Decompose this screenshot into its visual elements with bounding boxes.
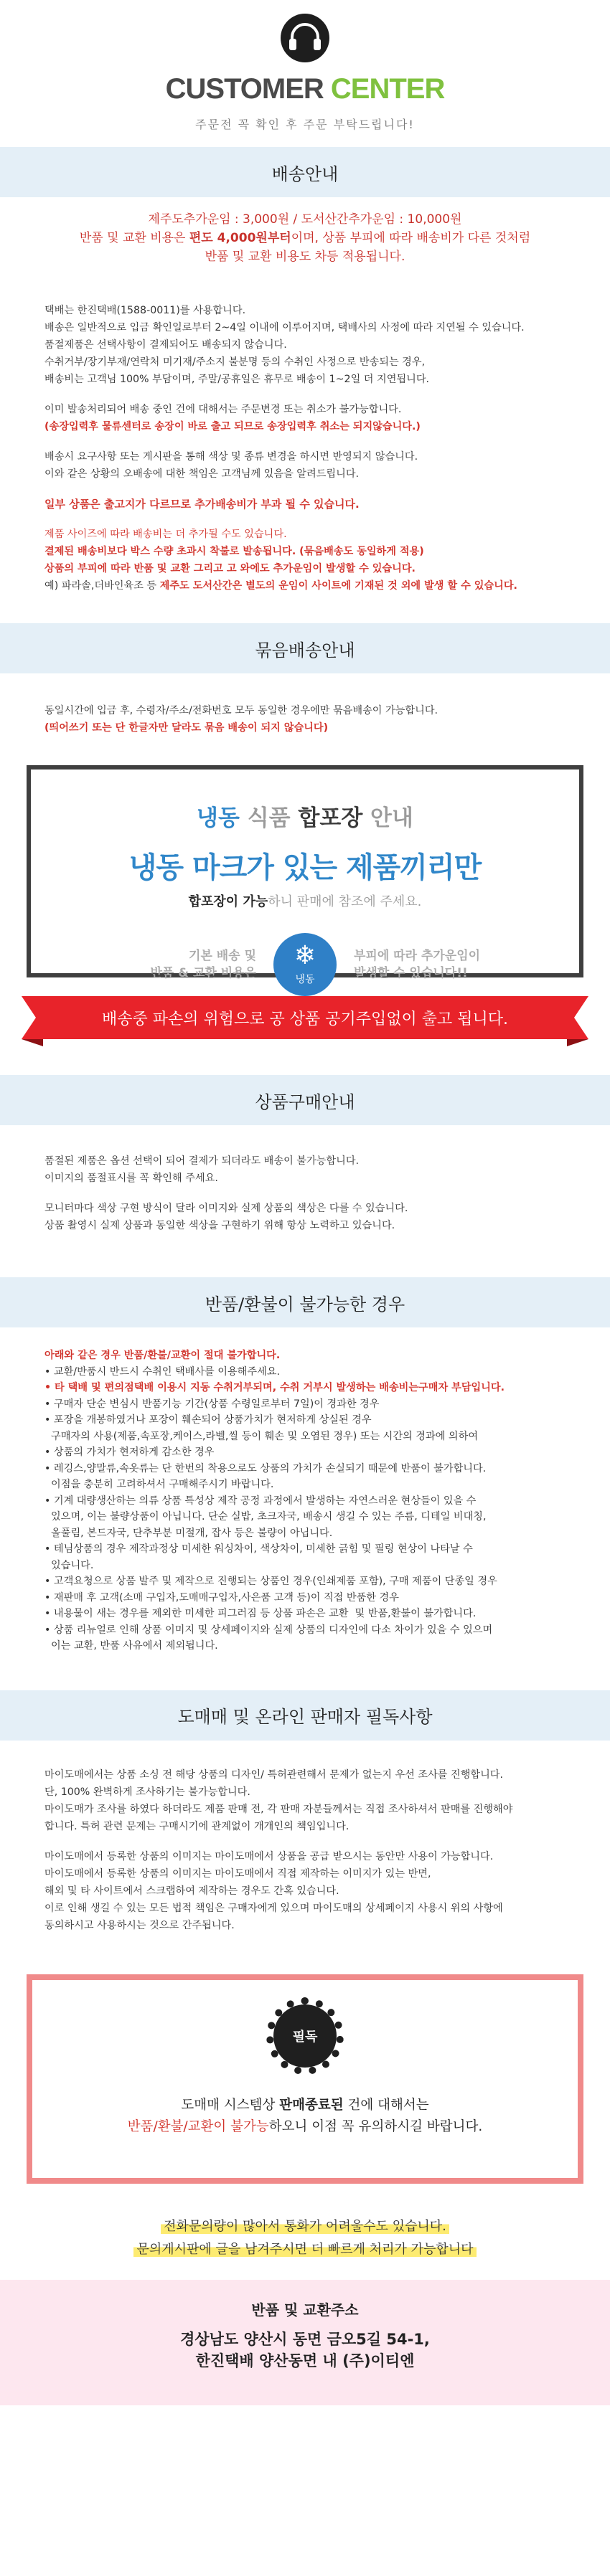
shipping-text: 이와 같은 상황의 오배송에 대한 책임은 고객님께 있음을 알려드립니다.: [44, 468, 360, 480]
example-prefix: 예) 파라솔,더바인육조 등: [44, 580, 160, 592]
snowflake-icon: ❄: [294, 941, 316, 970]
contact-line-1: [0, 2215, 610, 2238]
frozen-badge: [273, 933, 337, 996]
shipping-text-warning: 상품의 부피에 따라 반품 및 교환 그리고 고 와에도 추가운임이 발생할 수 있습니다.: [44, 563, 416, 574]
purchase-body: [0, 1152, 610, 1234]
frozen-left-text: [113, 947, 256, 982]
return-address: [0, 2280, 610, 2405]
must-read-part: 반품/환불/교환이 불가능: [127, 2118, 269, 2134]
notice-line-2a: 반품 및 교환 비용은: [79, 231, 189, 245]
shipping-text: 배송시 요구사항 또는 게시판을 통해 색상 및 종류 변경을 하시면 반영되지 않습니다.: [44, 451, 418, 463]
returns-item: 구매자의 사용(제품,속포장,케이스,라벨,씰 등이 훼손 및 오염된 경우) 또는 시간의 경과에 의하여: [44, 1430, 479, 1442]
shipping-text-example: [44, 577, 566, 595]
example-warning: 제주도 도서산간은 별도의 운임이 사이트에 기재된 것 외에 발생 할 수 있습니다.: [159, 580, 517, 592]
frozen-title-part: 안내: [362, 805, 413, 831]
returns-item: • 상품의 가치가 현저하게 감소한 경우: [44, 1446, 215, 1458]
returns-item: • 재판매 후 고객(소매 구입자,도매매구입자,사은품 고객 등)이 직접 반품한 경우: [44, 1591, 399, 1604]
frozen-left-line: 기본 배송 및: [189, 949, 256, 963]
returns-item: • 레깅스,양말류,속옷류는 단 한번의 착용으로도 상품의 가치가 손실되기 때문에 반품이 불가합니다.: [44, 1462, 487, 1474]
returns-item: • 상품 리뉴얼로 인해 상품 이미지 및 상세페이지와 실제 상품의 디자인에 다소 차이가 있을 수 있으며: [44, 1624, 493, 1636]
wholesale-text: 마이도매가 조사를 하였다 하더라도 제품 판매 전, 각 판매 자분들께서는 직접 조사하셔서 판매를 진행해야: [44, 1803, 513, 1815]
wholesale-body: [0, 1766, 610, 1934]
brand-word-center: CENTER: [330, 73, 445, 105]
damage-warning-ribbon: [22, 996, 588, 1046]
returns-item: 올풀림, 본드자국, 단추부분 미절개, 잡사 등은 불량이 아닙니다.: [44, 1527, 333, 1539]
frozen-title-part: 식품: [239, 805, 299, 831]
bundle-text: 동일시간에 입금 후, 수령자/주소/전화번호 모두 동일한 경우에만 묶음배송이 가능합니다.: [44, 705, 438, 716]
returns-item: 이점을 충분히 고려하셔서 구매해주시기 바랍니다.: [44, 1479, 274, 1490]
return-address-title: 반품 및 교환주소: [251, 2301, 359, 2319]
shipping-body: [0, 302, 610, 595]
shipping-text-warning: 결제된 배송비보다 박스 수량 초과시 착불로 발송됩니다. (묶음배송도 동일하게 적용): [44, 546, 424, 557]
frozen-left-line: 반품 & 교환 비용은: [150, 966, 256, 980]
frozen-sub-bold: 합포장이 가능: [188, 894, 268, 909]
wholesale-text: 마이도매에서 등록한 상품의 이미지는 마이도매에서 직접 제작하는 이미지가 있는 반면,: [44, 1867, 431, 1880]
returns-item: • 타 택배 및 편의점택배 이용시 지동 수취거부되며, 수취 거부시 발생하는 배송비는구매자 부담입니다.: [44, 1382, 505, 1393]
frozen-title-part: 합포장: [298, 805, 363, 831]
wholesale-text: 이로 인해 생길 수 있는 모든 법적 책임은 구매자에게 있으며 마이도매의 상세페이지 사용시 위의 사항에: [44, 1902, 503, 1914]
must-read-part: 건에 대해서는: [343, 2097, 429, 2113]
return-address-line-2: 한진택배 양산동면 내 (주)이티엔: [195, 2352, 415, 2369]
must-read-box: [27, 1974, 583, 2184]
frozen-sub-rest: 하니 판매에 참조에 주세요.: [268, 894, 422, 909]
returns-item: • 구매자 단순 변심시 반품기능 기간(상품 수령일로부터 7일)이 경과한 경우: [44, 1398, 380, 1410]
contact-line-text: 전화문의량이 많아서 통화가 어려울수도 있습니다.: [161, 2219, 449, 2234]
notice-line-2b: 편도 4,000원부터: [189, 231, 291, 245]
must-read-line-2: [32, 2116, 578, 2138]
frozen-right-line: 발생할 수 있습니다!!: [354, 966, 468, 980]
must-read-part: 판매종료된: [279, 2097, 344, 2113]
notice-line-1: 제주도추가운임 : 3,000원 / 도서산간추가운임 : 10,000원: [148, 212, 462, 227]
wholesale-text: 단, 100% 완벽하게 조사하기는 불가능합니다.: [44, 1786, 250, 1798]
shipping-text: 수취거부/장기부재/연락처 미기재/주소지 불분명 등의 수취인 사정으로 반송되는 경우,: [44, 356, 426, 368]
returns-item: 있습니다.: [44, 1559, 94, 1571]
frozen-right-text: [354, 947, 497, 982]
shipping-text: 배송은 일반적으로 입금 확인일로부터 2~4일 이내에 이루어지며, 택배사의 사정에 따라 지연될 수 있습니다.: [44, 322, 525, 333]
frozen-packing-box: [27, 765, 583, 985]
returns-lead: 아래와 같은 경우 반품/환불/교환이 절대 불가합니다.: [44, 1350, 281, 1361]
contact-line-text: 문의게시판에 글을 남겨주시면 더 빠르게 처리가 가능합니다: [133, 2242, 476, 2257]
section-title-wholesale: 도매매 및 온라인 판매자 필독사항: [0, 1690, 610, 1741]
shipping-text: 품절제품은 선택사항이 결제되어도 배송되지 않습니다.: [44, 339, 287, 351]
frozen-box-sub: [31, 891, 579, 910]
wholesale-text: 마이도매에서는 상품 소싱 전 해당 상품의 디자인/ 특허관련해서 문제가 없는지 우선 조사를 진행합니다.: [44, 1768, 504, 1781]
frozen-title-part: 냉동: [197, 805, 240, 831]
purchase-text: 품절된 제품은 옵션 선택이 되어 결제가 되더라도 배송이 불가능합니다.: [44, 1155, 360, 1167]
returns-item: • 고객요청으로 상품 발주 및 제작으로 진행되는 상품인 경우(인쇄제품 포함), 구매 제품이 단종일 경우: [44, 1576, 497, 1587]
brand-title: [0, 73, 610, 105]
returns-list: [44, 1364, 566, 1654]
wholesale-text: 동의하시고 사용하시는 것으로 간주됩니다.: [44, 1919, 235, 1931]
section-title-shipping: 배송안내: [0, 147, 610, 197]
shipping-text-warning: 제품 사이즈에 따라 배송비는 더 추가될 수도 있습니다.: [44, 529, 287, 540]
header-subtitle: 주문전 꼭 확인 후 주문 부탁드립니다!: [195, 118, 415, 131]
returns-item: • 내용물이 새는 경우를 제외한 미세한 피그러짐 등 상품 파손은 교환 및 반품,환불이 불가합니다.: [44, 1608, 477, 1619]
notice-line-2: [0, 229, 610, 247]
shipping-text: 배송비는 고객님 100% 부담이며, 주말/공휴일은 휴무로 배송이 1~2일 더 지연됩니다.: [44, 374, 430, 385]
contact-notice: [0, 2215, 610, 2261]
must-read-line-1: [32, 2095, 578, 2116]
must-read-text: [32, 2095, 578, 2138]
section-title-purchase: 상품구매안내: [0, 1075, 610, 1125]
returns-item: • 테님상품의 경우 제작과정상 미세한 워싱차이, 색상차이, 미세한 긁힘 및 필링 현상이 나타날 수: [44, 1543, 473, 1555]
purchase-text: 상품 촬영시 실제 상품과 동일한 색상을 구현하기 위해 항상 노력하고 있습니다.: [44, 1220, 395, 1231]
returns-body: [0, 1348, 610, 1654]
must-read-stamp: 필독: [273, 2004, 337, 2068]
frozen-box-headline: 냉동 마크가 있는 제품끼리만: [128, 851, 482, 884]
frozen-fee-row: [31, 933, 579, 996]
shipping-text: 택배는 한진택배(1588-0011)를 사용합니다.: [44, 305, 246, 316]
must-read-part: 도매매 시스템상: [181, 2097, 280, 2113]
returns-item: • 기계 대량생산하는 의류 상품 특성상 제작 공정 과정에서 발생하는 자연스러운 현상들이 있을 수: [44, 1495, 477, 1507]
returns-item: • 포장을 개봉하였거나 포장이 훼손되어 상품가치가 현저하게 상실된 경우: [44, 1414, 372, 1426]
section-title-bundle: 묶음배송안내: [0, 623, 610, 673]
notice-line-2c: 이며, 상품 부피에 따라 배송비가 다른 것처럼: [291, 231, 531, 245]
frozen-right-line: 부피에 따라 추가운임이: [354, 949, 481, 963]
wholesale-text: 마이도매에서 등록한 상품의 이미지는 마이도매에서 상품을 공급 받으시는 동안만 사용이 가능합니다.: [44, 1850, 494, 1862]
returns-item: • 교환/반품시 반드시 수취인 택배사를 이용해주세요.: [44, 1365, 281, 1378]
wholesale-text: 해외 및 타 사이트에서 스크랩하여 제작하는 경우도 간혹 있습니다.: [44, 1885, 339, 1897]
purchase-text: 이미지의 품절표시를 꼭 확인해 주세요.: [44, 1173, 218, 1184]
ribbon-text: 배송중 파손의 위험으로 공 상품 공기주입없이 출고 됩니다.: [102, 1010, 508, 1028]
return-address-line-1: 경상남도 양산시 동면 금오5길 54-1,: [180, 2330, 430, 2348]
returns-item: 있으며, 이는 불량상품이 아닙니다. 단순 실밥, 초크자국, 배송시 생길 수 있는 주름, 디테일 비대칭,: [44, 1511, 487, 1523]
section-title-returns: 반품/환불이 불가능한 경우: [0, 1277, 610, 1327]
must-read-part: 하오니 이점 꼭 유의하시길 바랍니다.: [268, 2118, 483, 2134]
contact-line-2: [0, 2238, 610, 2261]
frozen-box-title: [31, 800, 579, 832]
wholesale-text: 합니다. 특허 관련 문제는 구매시기에 관계없이 개개인의 책임입니다.: [44, 1820, 349, 1832]
headphone-icon: [280, 13, 330, 63]
shipping-text-warning: 일부 상품은 출고지가 다르므로 추가배송비가 부과 될 수 있습니다.: [44, 498, 360, 511]
shipping-text: 이미 발송처리되어 배송 중인 건에 대해서는 주문변경 또는 취소가 불가능합니다.: [44, 404, 402, 415]
header: [0, 0, 610, 147]
returns-item: 이는 교환, 반품 사유에서 제외됩니다.: [44, 1640, 218, 1652]
notice-line-3: 반품 및 교환 비용도 차등 적용됩니다.: [205, 250, 405, 264]
frozen-badge-label: 냉동: [295, 974, 315, 985]
brand-word-customer: CUSTOMER: [165, 73, 324, 105]
shipping-text-warning: (송장입력후 물류센터로 송장이 바로 출고 되므로 송장입력후 취소는 되지않습니다.): [44, 421, 421, 432]
purchase-text: 모니터마다 색상 구현 방식이 달라 이미지와 실제 상품의 색상은 다를 수 있습니다.: [44, 1203, 408, 1214]
shipping-fee-notice: [0, 210, 610, 266]
bundle-text-warning: (띄어쓰기 또는 단 한글자만 달라도 묶음 배송이 되지 않습니다): [44, 722, 329, 734]
bundle-body: [0, 702, 610, 737]
